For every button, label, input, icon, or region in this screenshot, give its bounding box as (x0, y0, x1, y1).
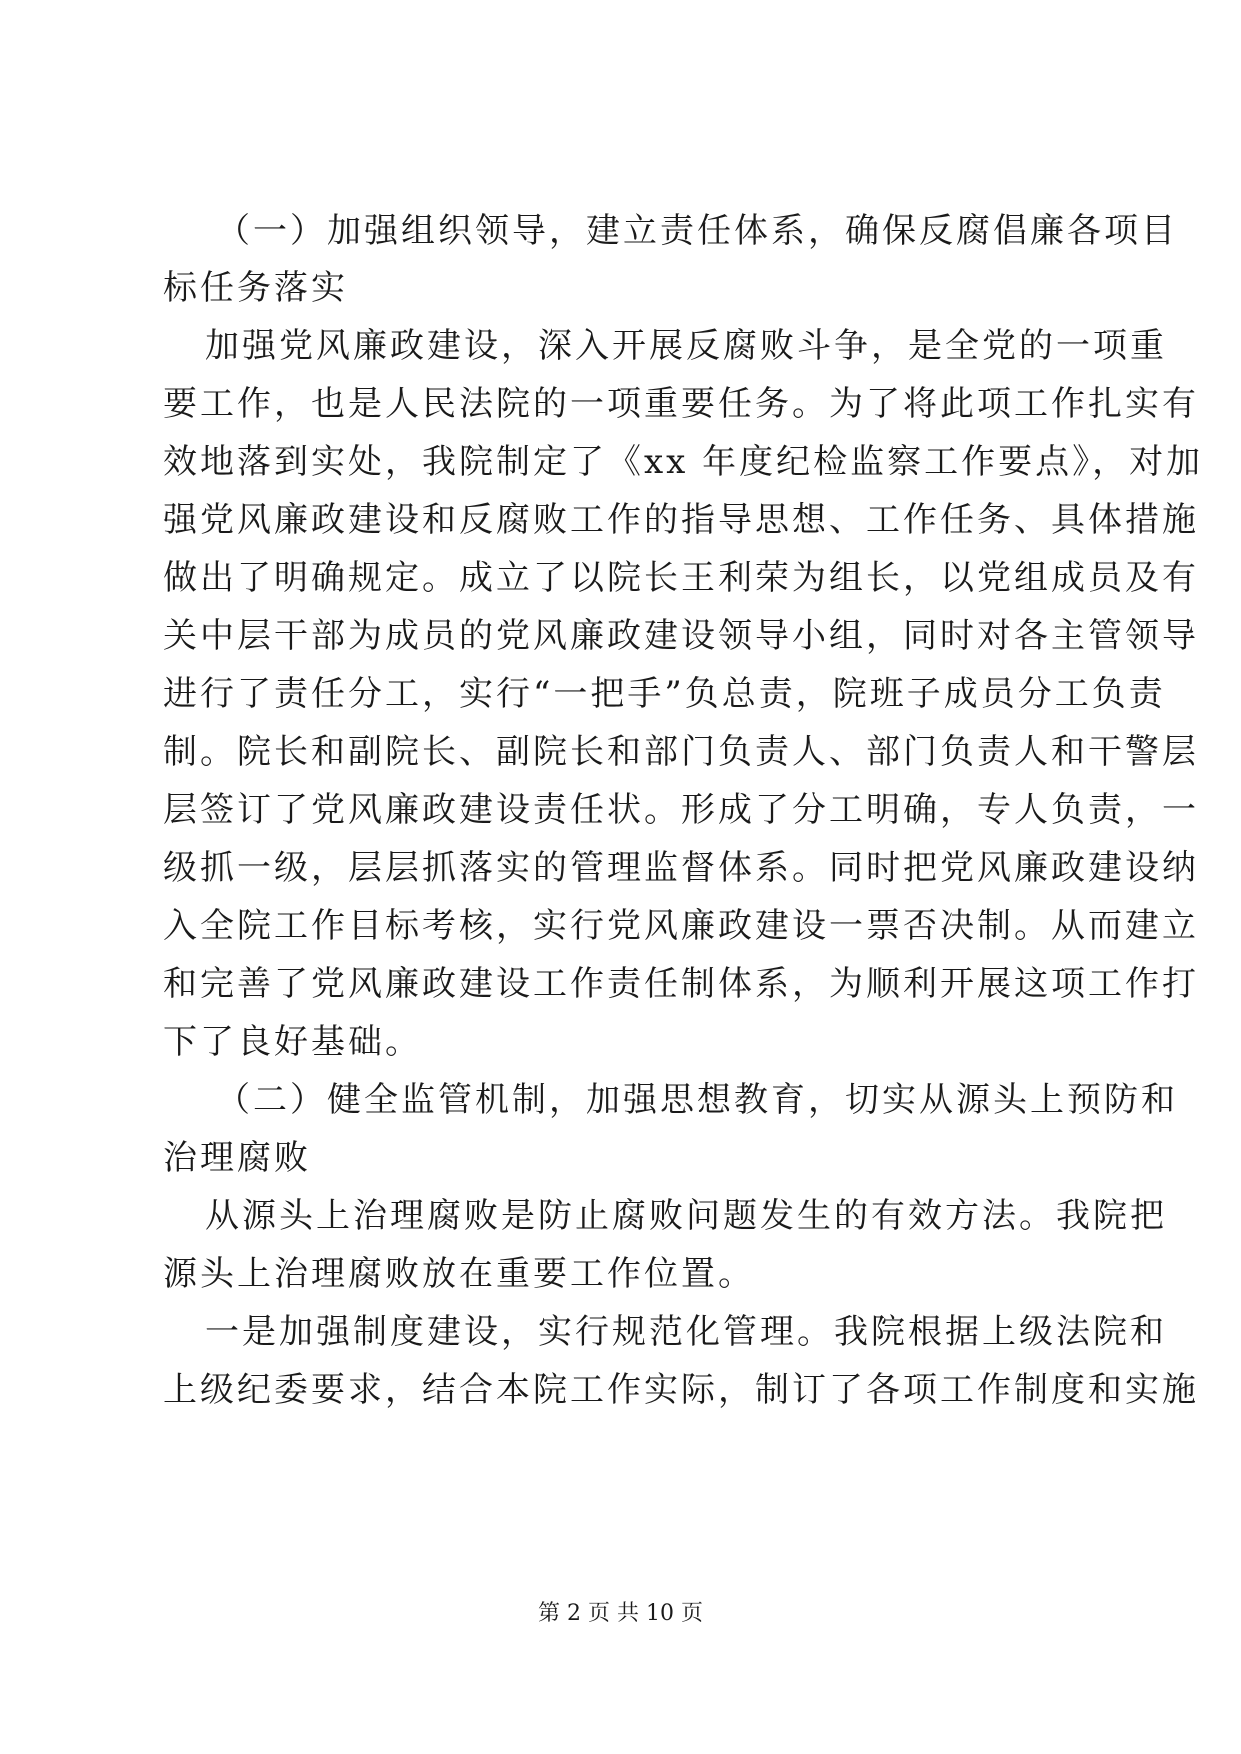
paragraph-2-line-2: 源头上治理腐败放在重要工作位置。 (163, 1254, 755, 1294)
paragraph-1-line-8: 制。院长和副院长、副院长和部门负责人、部门负责人和干警层 (163, 732, 1199, 772)
paragraph-1-line-12: 和完善了党风廉政建设工作责任制体系，为顺利开展这项工作打 (163, 964, 1199, 1004)
heading-1-line-2: 标任务落实 (163, 268, 348, 308)
paragraph-1-line-10: 级抓一级，层层抓落实的管理监督体系。同时把党风廉政建设纳 (163, 848, 1199, 888)
paragraph-1-line-5: 做出了明确规定。成立了以院长王利荣为组长，以党组成员及有 (163, 558, 1199, 598)
paragraph-1-line-7: 进行了责任分工，实行“一把手”负总责，院班子成员分工负责 (163, 674, 1166, 714)
heading-2-line-1: （二）健全监管机制，加强思想教育，切实从源头上预防和 (216, 1080, 1178, 1120)
paragraph-3-line-1: 一是加强制度建设，实行规范化管理。我院根据上级法院和 (205, 1312, 1167, 1352)
page-number-footer: 第 2 页 共 10 页 (538, 1601, 703, 1626)
paragraph-1-line-6: 关中层干部为成员的党风廉政建设领导小组，同时对各主管领导 (163, 616, 1199, 656)
heading-2-line-2: 治理腐败 (163, 1138, 311, 1178)
paragraph-1-line-2: 要工作，也是人民法院的一项重要任务。为了将此项工作扎实有 (163, 384, 1199, 424)
paragraph-1-line-9: 层签订了党风廉政建设责任状。形成了分工明确，专人负责，一 (163, 790, 1199, 830)
heading-1-line-1: （一）加强组织领导，建立责任体系，确保反腐倡廉各项目 (216, 211, 1178, 251)
paragraph-1-line-11: 入全院工作目标考核，实行党风廉政建设一票否决制。从而建立 (163, 906, 1199, 946)
paragraph-1-line-13: 下了良好基础。 (163, 1022, 422, 1062)
paragraph-1-line-3: 效地落到实处，我院制定了《xx 年度纪检监察工作要点》，对加 (163, 442, 1204, 482)
paragraph-2-line-1: 从源头上治理腐败是防止腐败问题发生的有效方法。我院把 (205, 1196, 1167, 1236)
paragraph-1-line-1: 加强党风廉政建设，深入开展反腐败斗争，是全党的一项重 (205, 326, 1167, 366)
paragraph-3-line-2: 上级纪委要求，结合本院工作实际，制订了各项工作制度和实施 (163, 1370, 1199, 1410)
paragraph-1-line-4: 强党风廉政建设和反腐败工作的指导思想、工作任务、具体措施 (163, 500, 1199, 540)
